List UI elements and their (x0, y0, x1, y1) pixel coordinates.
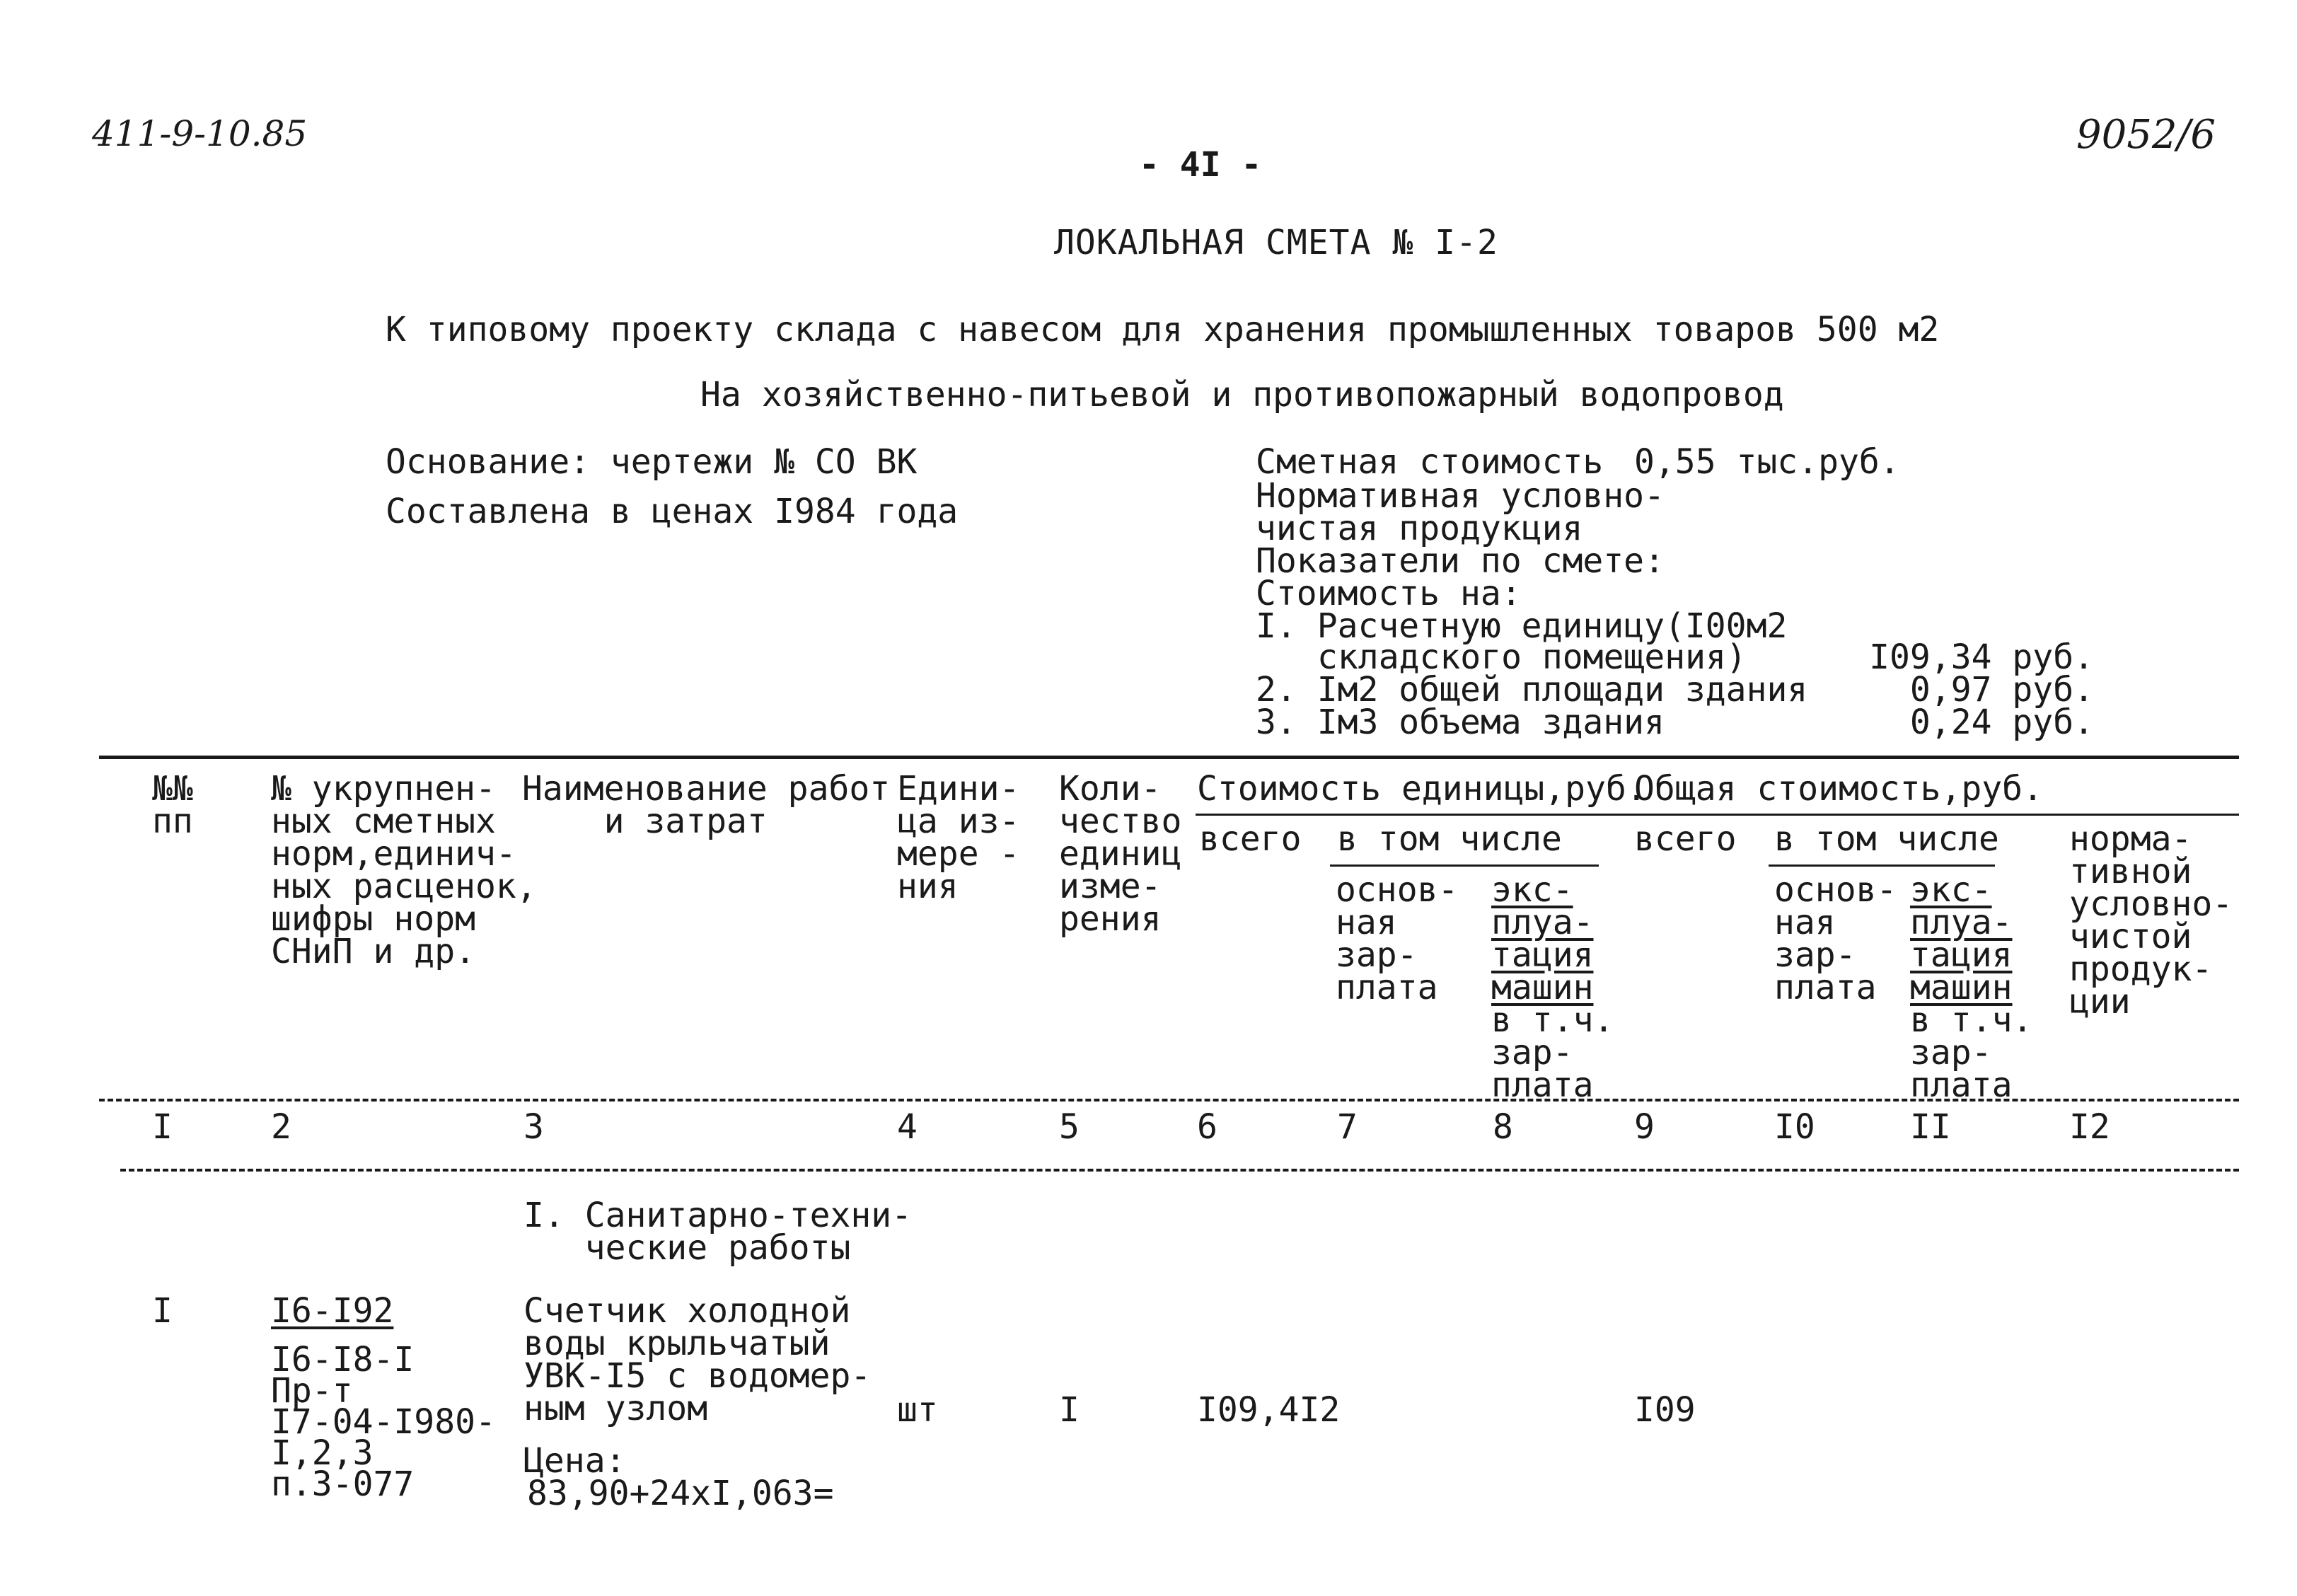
col-number: 4 (897, 1107, 918, 1147)
row-number: I (152, 1291, 173, 1331)
indicator-1-label: I. Расчетную единицу(I00м2 (1256, 606, 1788, 646)
header-total-cost-group: Общая стоимость,руб. (1634, 769, 2043, 809)
page-number: - 4I - (1139, 145, 1262, 185)
col-number: 9 (1634, 1107, 1655, 1147)
indicator-2-label: 2. Iм2 общей площади здания (1256, 670, 1808, 710)
header-unit-machines-wage: в т.ч. зар- плата (1491, 1000, 1614, 1105)
estimated-cost-label: Сметная стоимость (1256, 442, 1604, 482)
sheet-code: 9052/6 (2076, 112, 2216, 158)
row-price-label: Цена: (523, 1441, 626, 1481)
row-price-formula: 83,90+24хI,063= (527, 1474, 834, 1513)
header-total-total: всего (1634, 819, 1737, 859)
header-unit-machines: экс- плуа- тация машин (1491, 870, 1594, 1007)
header-unit-incl: в том числе (1337, 819, 1562, 859)
project-subtitle: К типовому проекту склада с навесом для хранения промышленных товаров 500 м2 (386, 310, 1940, 349)
header-total-machines-wage: в т.ч. зар- плата (1910, 1000, 2033, 1105)
normative-label-2: чистая продукция (1256, 509, 1583, 548)
col-number: I2 (2069, 1107, 2110, 1147)
indicator-3-value: 0,24 руб. (1909, 702, 2094, 742)
row-unit-total: I09,4I2 (1197, 1390, 1341, 1430)
col-number: 7 (1337, 1107, 1358, 1147)
header-norm-code: № укрупнен- ных сметных норм,единич- ных расценок, шифры норм СНиП и др. (271, 769, 537, 971)
row-norm-code-details: I6-I8-I Пр-т I7-04-I980- I,2,3 п.3-077 (271, 1340, 496, 1504)
section-title: I. Санитарно-техни- ческие работы (523, 1196, 913, 1268)
estimate-title: ЛОКАЛЬНАЯ СМЕТА № I-2 (1054, 223, 1498, 262)
col-number: 5 (1059, 1107, 1080, 1147)
col-number: I0 (1774, 1107, 1815, 1147)
table-top-rule (99, 756, 2239, 759)
col-number: 3 (523, 1107, 544, 1147)
indicator-2-value: 0,97 руб. (1909, 670, 2094, 710)
row-work-name: Счетчик холодной воды крыльчатый УВК-I5 с водомер- ным узлом (523, 1291, 872, 1428)
indicator-1-label-cont: складского помещения) (1317, 637, 1747, 677)
col-number: 6 (1197, 1107, 1217, 1147)
header-unit: Едини- ца из- мере - ния (897, 769, 1020, 906)
header-unit-total: всего (1199, 819, 1302, 859)
indicators-label: Показатели по смете: (1256, 541, 1665, 581)
col-number: II (1910, 1107, 1951, 1147)
header-unit-cost-group: Стоимость единицы,руб. (1197, 769, 1647, 809)
indicator-1-value: I09,34 руб. (1869, 637, 2094, 677)
header-work-name: Наименование работ и затрат (522, 769, 891, 841)
header-total-incl: в том числе (1774, 819, 1999, 859)
normative-label-1: Нормативная условно- (1256, 476, 1665, 516)
header-unit-basic-wage: основ- ная зар- плата (1336, 870, 1459, 1007)
total-incl-rule (1769, 865, 1995, 867)
col-number: 2 (271, 1107, 291, 1147)
header-total-basic-wage: основ- ная зар- плата (1774, 870, 1897, 1007)
unit-incl-rule (1330, 865, 1599, 867)
document-code: 411-9-10.85 (92, 113, 308, 154)
row-quantity: I (1059, 1390, 1080, 1430)
estimate-subject: На хозяйственно-питьевой и противопожарный водопровод (700, 375, 1784, 415)
indicator-3-label: 3. Iм3 объема здания (1256, 702, 1665, 742)
cost-group-rule (1196, 814, 2239, 816)
col-numbers-rule (120, 1169, 2239, 1172)
row-norm-code-main: I6-I92 (271, 1291, 394, 1331)
col-number: 8 (1493, 1107, 1513, 1147)
estimated-cost-value: 0,55 тыс.руб. (1634, 442, 1900, 482)
header-normative-product: норма- тивной условно- чистой продук- ции (2069, 819, 2233, 1022)
row-unit: шт (897, 1390, 938, 1430)
header-total-machines: экс- плуа- тация машин (1910, 870, 2013, 1007)
header-row-number: №№ пп (152, 769, 193, 841)
cost-per-label: Стоимость на: (1256, 574, 1522, 613)
col-number: I (152, 1107, 173, 1147)
basis-drawings: Основание: чертежи № СО ВК (386, 442, 918, 482)
row-total: I09 (1634, 1390, 1696, 1430)
basis-prices: Составлена в ценах I984 года (386, 492, 959, 531)
header-quantity: Коли- чество единиц изме- рения (1059, 769, 1182, 939)
